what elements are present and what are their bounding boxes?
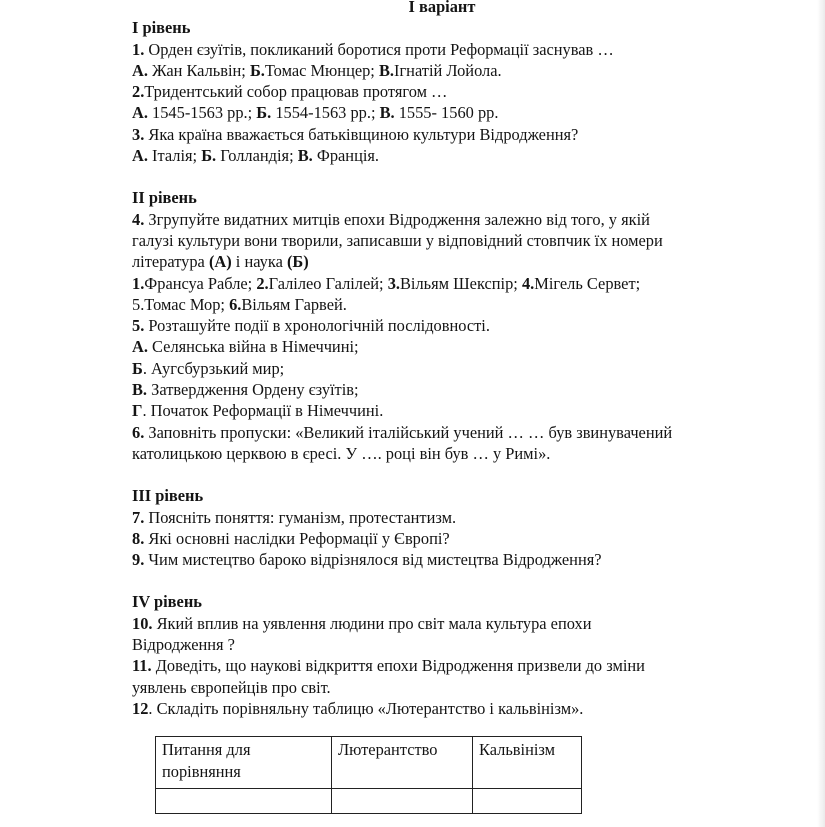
worksheet-text xyxy=(132,0,772,719)
question-6-line-2: католицькою церквою в єресі. У …. році він був … у Римі». xyxy=(132,443,551,463)
spacer xyxy=(132,166,772,187)
question-2: 2.Тридентський собор працював протягом … xyxy=(132,82,448,102)
answers-2: А. 1545-1563 рр.; Б. 1554-1563 рр.; В. 1555- 1560 рр. xyxy=(132,103,499,123)
level-2-heading: ІІ рівень xyxy=(132,188,197,208)
event-v: В. Затвердження Ордену єзуїтів; xyxy=(132,380,359,400)
variant-title: І варіант xyxy=(408,0,476,16)
question-10-line-2: Відродження ? xyxy=(132,635,235,655)
question-4-items-2: 5.Томас Мор; 6.Вільям Гарвей. xyxy=(132,294,347,314)
table-cell xyxy=(156,789,332,814)
question-8: 8. Які основні наслідки Реформації у Європі? xyxy=(132,528,450,548)
page-edge-shadow xyxy=(817,0,825,827)
question-4-line-3: література (А) і наука (Б) xyxy=(132,252,309,272)
question-6-line-1: 6. Заповніть пропуски: «Великий італійський учений … … був звинувачений xyxy=(132,422,673,442)
answers-1: А. Жан Кальвін; Б.Томас Мюнцер; В.Ігнатій Лойола. xyxy=(132,60,502,80)
level-4-heading: IV рівень xyxy=(132,592,202,612)
event-g: Г. Початок Реформації в Німеччині. xyxy=(132,401,384,421)
table-header-cell: Кальвінізм xyxy=(473,737,582,789)
question-4-line-2: галузі культури вони творили, записавши у відповідний стовпчик їх номери xyxy=(132,230,663,250)
question-5: 5. Розташуйте події в хронологічній послідовності. xyxy=(132,316,490,336)
question-10-line-1: 10. Який вплив на уявлення людини про світ мала культура епохи xyxy=(132,613,592,633)
question-3: 3. Яка країна вважається батьківщиною культури Відродження? xyxy=(132,124,579,144)
question-11-line-2: уявлень європейців про світ. xyxy=(132,677,331,697)
comparison-table xyxy=(155,736,582,814)
table-header-cell: Лютерантство xyxy=(332,737,473,789)
event-a: А. Селянська війна в Німеччині; xyxy=(132,337,359,357)
spacer xyxy=(132,464,772,485)
answers-3: А. Італія; Б. Голландія; В. Франція. xyxy=(132,146,380,166)
question-9: 9. Чим мистецтво бароко відрізнялося від мистецтва Відродження? xyxy=(132,550,602,570)
table-header-row xyxy=(156,737,582,789)
table-cell xyxy=(332,789,473,814)
question-7: 7. Поясніть поняття: гуманізм, протестантизм. xyxy=(132,507,457,527)
question-12: 12. Складіть порівняльну таблицю «Лютерантство і кальвінізм». xyxy=(132,698,584,718)
table-cell xyxy=(473,789,582,814)
event-b: Б. Аугсбурзький мир; xyxy=(132,358,285,378)
level-3-heading: ІІІ рівень xyxy=(132,486,204,506)
spacer xyxy=(132,570,772,591)
question-4-line-1: 4. Згрупуйте видатних митців епохи Відродження залежно від того, у якій xyxy=(132,209,650,229)
table-header-cell: Питання для порівняння xyxy=(156,737,332,789)
level-1-heading: І рівень xyxy=(132,18,191,38)
question-11-line-1: 11. Доведіть, що наукові відкриття епохи Відродження призвели до зміни xyxy=(132,656,645,676)
table-row xyxy=(156,789,582,814)
question-1: 1. Орден єзуїтів, покликаний боротися проти Реформації заснував … xyxy=(132,39,614,59)
question-4-items-1: 1.Франсуа Рабле; 2.Галілео Галілей; 3.Вільям Шекспір; 4.Мігель Сервет; xyxy=(132,273,641,293)
